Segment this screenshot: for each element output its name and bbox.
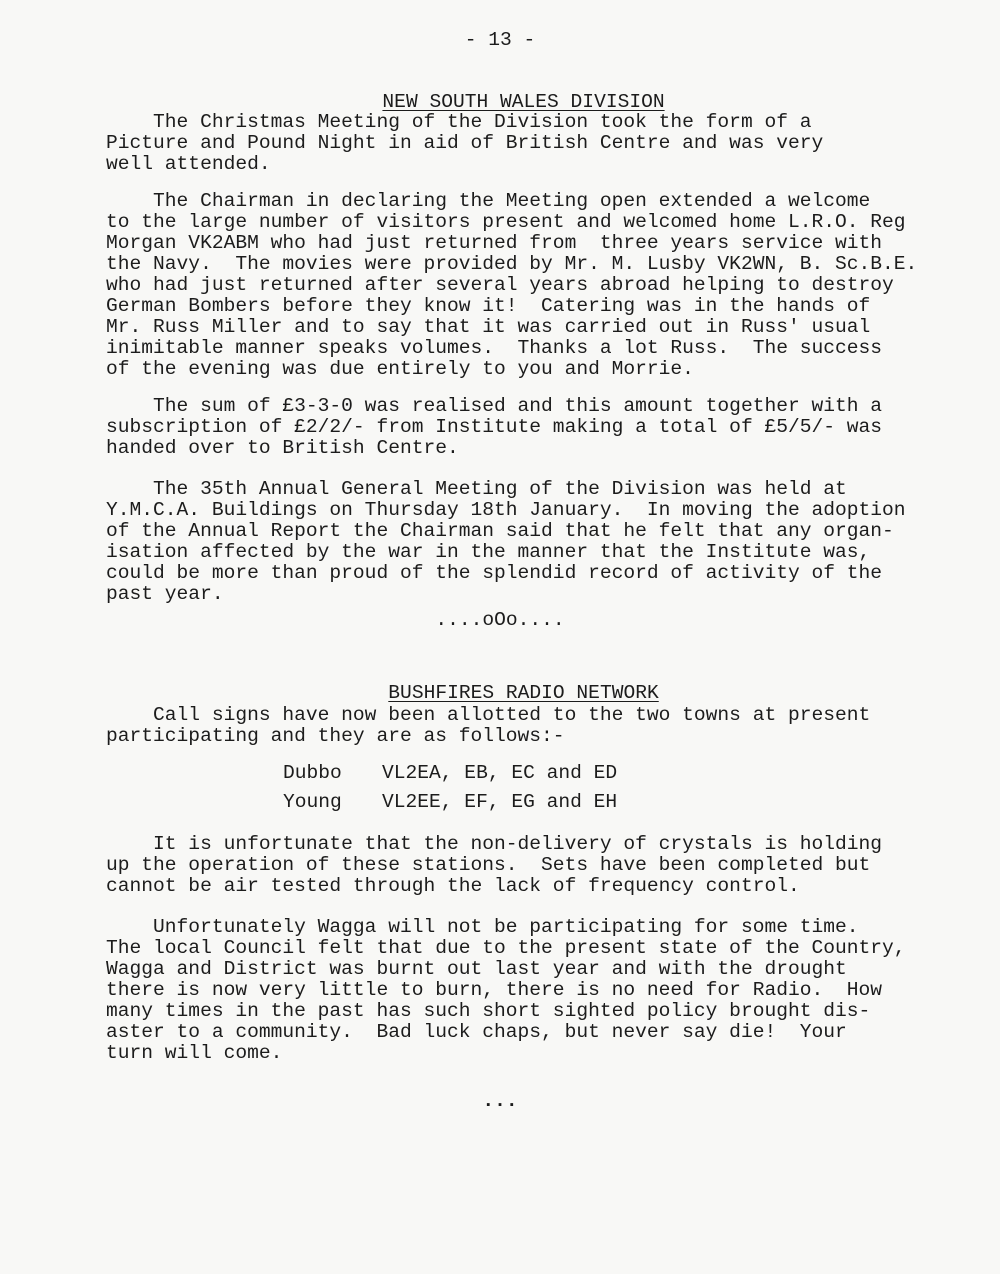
text-line: turn will come. — [106, 1042, 283, 1064]
text-line: many times in the past has such short sighted policy brought dis- — [106, 1000, 871, 1022]
paragraph-wagga — [106, 917, 976, 1064]
text-line: participating and they are as follows:- — [106, 725, 565, 747]
text-line: could be more than proud of the splendid record of activity of the — [106, 562, 883, 584]
text-line: past year. — [106, 583, 224, 605]
text-line: Call signs have now been allotted to the two towns at present — [106, 704, 871, 726]
text-line: subscription of £2/2/- from Institute making a total of £5/5/- was — [106, 416, 883, 438]
paragraph-annual-meeting — [106, 479, 976, 605]
text-line: the Navy. The movies were provided by Mr. M. Lusby VK2WN, B. Sc.B.E. — [106, 253, 918, 275]
text-line: up the operation of these stations. Sets have been completed but — [106, 854, 871, 876]
text-line: The 35th Annual General Meeting of the Division was held at — [106, 478, 847, 500]
text-line: to the large number of visitors present and welcomed home L.R.O. Reg — [106, 211, 906, 233]
text-line: The local Council felt that due to the present state of the Country, — [106, 937, 906, 959]
text-line: Morgan VK2ABM who had just returned from three years service with — [106, 232, 883, 254]
paragraph-crystals — [106, 834, 976, 897]
text-line: aster to a community. Bad luck chaps, but never say die! Your — [106, 1021, 847, 1043]
end-separator: ... — [482, 1090, 518, 1112]
text-line: Y.M.C.A. Buildings on Thursday 18th January. In moving the adoption — [106, 499, 906, 521]
text-line: cannot be air tested through the lack of frequency control. — [106, 875, 800, 897]
text-line: inimitable manner speaks volumes. Thanks a lot Russ. The success — [106, 337, 883, 359]
text-line: Wagga and District was burnt out last year and with the drought — [106, 958, 847, 980]
text-line: The Christmas Meeting of the Division took the form of a — [106, 111, 812, 133]
text-line: The Chairman in declaring the Meeting open extended a welcome — [106, 190, 871, 212]
call-sign-town: Dubbo — [283, 762, 342, 784]
text-line: isation affected by the war in the manner that the Institute was, — [106, 541, 871, 563]
paragraph-sum-realised — [106, 396, 976, 459]
text-line: of the evening was due entirely to you and Morrie. — [106, 358, 694, 380]
text-line: handed over to British Centre. — [106, 437, 459, 459]
paragraph-christmas-meeting — [106, 112, 976, 175]
text-line: It is unfortunate that the non-delivery of crystals is holding — [106, 833, 883, 855]
call-sign-list: VL2EE, EF, EG and EH — [382, 791, 618, 813]
text-line: Mr. Russ Miller and to say that it was carried out in Russ' usual — [106, 316, 871, 338]
text-line: who had just returned after several years abroad helping to destroy — [106, 274, 894, 296]
paragraph-call-signs-intro — [106, 705, 976, 747]
text-line: German Bombers before they know it! Catering was in the hands of — [106, 295, 871, 317]
call-sign-list: VL2EA, EB, EC and ED — [382, 762, 618, 784]
section-heading-nsw: NEW SOUTH WALES DIVISION — [382, 91, 665, 113]
text-line: there is now very little to burn, there is no need for Radio. How — [106, 979, 883, 1001]
text-line: Unfortunately Wagga will not be participating for some time. — [106, 916, 859, 938]
section-separator: ....oOo.... — [435, 609, 565, 631]
section-heading-bushfires: BUSHFIRES RADIO NETWORK — [388, 682, 659, 704]
text-line: Picture and Pound Night in aid of British Centre and was very — [106, 132, 824, 154]
call-sign-town: Young — [283, 791, 342, 813]
text-line: The sum of £3-3-0 was realised and this amount together with a — [106, 395, 883, 417]
text-line: well attended. — [106, 153, 271, 175]
text-line: of the Annual Report the Chairman said that he felt that any organ- — [106, 520, 894, 542]
page-number: - 13 - — [464, 29, 536, 51]
paragraph-chairman-welcome — [106, 191, 976, 380]
